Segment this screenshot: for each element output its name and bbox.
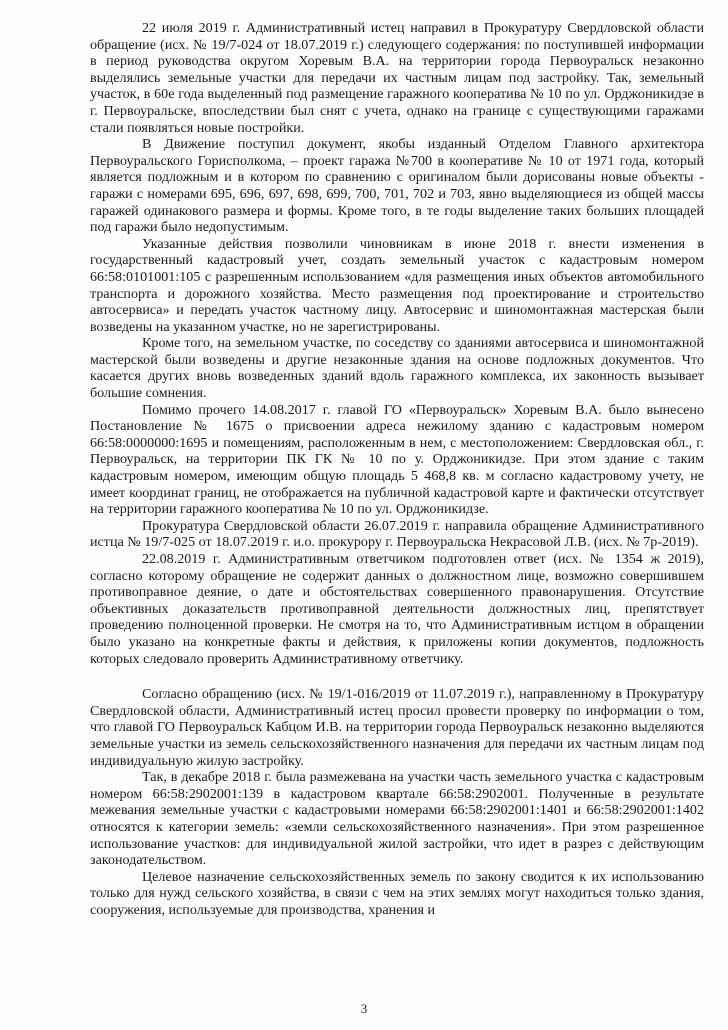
paragraph-2: В Движение поступил документ, якобы изданный Отделом Главного архитектора Первоуральского Горисполкома, – проект гаража №700 в кооперативе № 10 от 1971 года, который является подложным и в котором по сравнению с оригиналом были дорисованы новые объекты - гаражи с номерами 695, 696, 697, 698, 699, 700, 701, 702 и 703, явно выделяющиеся из общей массы гаражей одинакового размера и формы. Кроме того, в те годы выделение таких больших площадей под гаражи было недопустимым. <box>90 136 704 236</box>
paragraph-3: Указанные действия позволили чиновникам в июне 2018 г. внести изменения в государственный кадастровый учет, создать земельный участок с кадастровым номером 66:58:0101001:105 с разрешенным использованием «для размещения иных объектов автомобильного транспорта и дорожного хозяйства. Место размещения под проектирование и строительство автосервиса» и передать участок частному лицу. Автосервис и шиномонтажная мастерская были возведены на указанном участке, но не зарегистрированы. <box>90 235 704 335</box>
paragraph-8: Согласно обращению (исх. № 19/1-016/2019 от 11.07.2019 г.), направленному в Прокуратуру Свердловской области, Административный истец просил провести проверку по информации о том, что главой ГО Первоуральск Кабцом И.В. на территории города Первоуральск незаконно выделяются земельные участки из земель сельскохозяйственного назначения для передачи их частным лицам под индивидуальную жилую застройку. <box>90 686 704 769</box>
paragraph-4: Кроме того, на земельном участке, по соседству со зданиями автосервиса и шиномонтажной мастерской были возведены и другие незаконные здания на основе подложных документов. Что касается других вновь возведенных зданий вдоль гаражного комплекса, их законность вызывает большие сомнения. <box>90 335 704 402</box>
paragraph-7: 22.08.2019 г. Административным ответчиком подготовлен ответ (исх. № 1354 ж 2019), согласно которому обращение не содержит данных о должностном лице, возможно совершившем противоправное деяние, о дате и обстоятельствах совершенного правонарушения. Отсутствие объективных доказательств противоправной деятельности должностных лиц, препятствует проведению полноценной проверки. Не смотря на то, что Административным истцом в обращении было указано на конкретные факты и действия, к приложены копии документов, подложность которых следовало проверить Административному ответчику. <box>90 551 704 667</box>
section-gap <box>90 667 704 686</box>
paragraph-9: Так, в декабре 2018 г. была размежевана на участки часть земельного участка с кадастровым номером 66:58:2902001:139 в кадастровом квартале 66:58:2902001. Полученные в результате межевания земельные участки с кадастровыми номерами 66:58:2902001:1401 и 66:58:2902001:1402 относятся к категории земель: «земли сельскохозяйственного назначения». При этом разрешенное использование участков: для индивидуальной жилой застройки, что идет в разрез с действующим законодательством. <box>90 769 704 869</box>
paragraph-1: 22 июля 2019 г. Административный истец направил в Прокуратуру Свердловской области обращение (исх. № 19/7-024 от 18.07.2019 г.) следующего содержания: по поступившей информации в период руководства округом Хоревым В.А. на территории города Первоуральск незаконно выделялись земельные участки для передачи их частным лицам под застройку. Так, земельный участок, в 60е года выделенный под размещение гаражного кооператива № 10 по ул. Орджоникидзе в г. Первоуральске, впоследствии был снят с учета, однако на границе с существующими гаражами стали появляться новые постройки. <box>90 20 704 136</box>
paragraph-10: Целевое назначение сельскохозяйственных земель по закону сводится к их использованию только для нужд сельского хозяйства, в связи с чем на этих землях могут находиться только здания, сооружения, используемые для производства, хранения и <box>90 868 704 918</box>
page-number: 3 <box>360 1001 368 1017</box>
paragraph-5: Помимо прочего 14.08.2017 г. главой ГО «Первоуральск» Хоревым В.А. было вынесено Постановление № 1675 о присвоении адреса нежилому зданию с кадастровым номером 66:58:0000000:1695 и помещениям, расположенным в нем, с местоположением: Свердловская обл., г. Первоуральск, на территории ПК ГК № 10 по у. Орджоникидзе. При этом здание с таким кадастровым номером, имеющим общую площадь 5 468,8 кв. м согласно кадастровому учету, не имеет координат границ, не отображается на публичной кадастровой карте и фактически отсутствует на территории гаражного кооператива № 10 по ул. Орджоникидзе. <box>90 401 704 518</box>
paragraph-6: Прокуратура Свердловской области 26.07.2019 г. направила обращение Административного истца № 19/7-025 от 18.07.2019 г. и.о. прокурору г. Первоуральска Некрасовой Л.В. (исх. № 7р-2019). <box>90 517 704 551</box>
